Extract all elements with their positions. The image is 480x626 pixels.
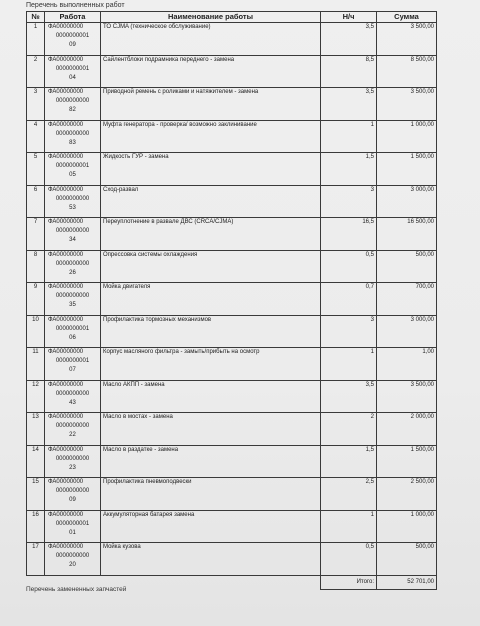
work-code-line-1: ФА00000000 xyxy=(48,89,84,95)
work-code xyxy=(45,543,101,576)
row-number: 16 xyxy=(27,510,45,543)
table-row xyxy=(27,283,437,316)
work-name: Профилактика пневмоподвески xyxy=(101,478,321,511)
norm-hours: 1,5 xyxy=(321,153,377,186)
row-number: 4 xyxy=(27,120,45,153)
work-code-line-3: 23 xyxy=(69,464,76,471)
work-name: Муфта генератора - проверка/ возможно заклинивание xyxy=(101,120,321,153)
work-sum: 3 500,00 xyxy=(377,23,437,56)
work-sum: 3 000,00 xyxy=(377,185,437,218)
work-code xyxy=(45,153,101,186)
work-code-line-2: 0000000000 xyxy=(55,423,90,429)
work-code xyxy=(45,510,101,543)
work-name: Сход-развал xyxy=(101,185,321,218)
table-row xyxy=(27,153,437,186)
table-row xyxy=(27,348,437,381)
norm-hours: 2 xyxy=(321,413,377,446)
work-code xyxy=(45,218,101,251)
work-sum: 3 500,00 xyxy=(377,380,437,413)
work-code-line-3: 22 xyxy=(69,432,76,438)
norm-hours: 8,5 xyxy=(321,55,377,88)
works-table xyxy=(26,11,437,590)
work-name: Переуплотнение в развале ДВС (CRCA/CJMA) xyxy=(101,218,321,251)
work-name: Опрессовка системы охлаждения xyxy=(101,250,321,283)
work-name: Мойка кузова xyxy=(101,543,321,576)
work-code-line-3: 43 xyxy=(69,399,76,406)
header-work: Работа xyxy=(45,12,101,23)
work-code-line-1: ФА00000000 xyxy=(48,24,84,30)
total-label: Итого: xyxy=(321,575,377,589)
row-number: 10 xyxy=(27,315,45,348)
table-row xyxy=(27,380,437,413)
work-code-line-3: 83 xyxy=(69,139,76,146)
row-number: 15 xyxy=(27,478,45,511)
work-code-line-2: 0000000001 xyxy=(55,163,90,169)
row-number: 13 xyxy=(27,413,45,446)
norm-hours: 0,7 xyxy=(321,283,377,316)
table-header-row xyxy=(27,12,437,23)
work-code-line-1: ФА00000000 xyxy=(48,284,84,290)
work-code-line-2: 0000000000 xyxy=(55,195,90,202)
work-code xyxy=(45,283,101,316)
work-sum: 500,00 xyxy=(377,543,437,576)
row-number: 5 xyxy=(27,153,45,186)
work-code xyxy=(45,413,101,446)
work-code-line-3: 09 xyxy=(69,42,76,48)
table-row xyxy=(27,185,437,218)
row-number: 2 xyxy=(27,55,45,88)
work-code-line-2: 0000000000 xyxy=(55,455,90,462)
work-name: Приводной ремень с роликами и натяжителем - замена xyxy=(101,88,321,121)
work-code-line-1: ФА00000000 xyxy=(48,121,84,128)
work-code-line-2: 0000000000 xyxy=(55,260,90,267)
work-sum: 700,00 xyxy=(377,283,437,316)
row-number: 1 xyxy=(27,23,45,56)
work-code xyxy=(45,315,101,348)
work-sum: 16 500,00 xyxy=(377,218,437,251)
norm-hours: 1 xyxy=(321,510,377,543)
table-row xyxy=(27,543,437,576)
work-code-line-1: ФА00000000 xyxy=(48,544,84,550)
table-row xyxy=(27,478,437,511)
norm-hours: 1 xyxy=(321,120,377,153)
work-sum: 2 500,00 xyxy=(377,478,437,511)
work-code-line-1: ФА00000000 xyxy=(48,219,84,225)
work-code-line-3: 01 xyxy=(69,529,76,536)
work-code-line-3: 06 xyxy=(69,334,76,341)
work-name: Профилактика тормозных механизмов xyxy=(101,315,321,348)
work-code-line-2: 0000000000 xyxy=(55,98,90,104)
work-name: Корпус масляного фильтра - замыть/прибыть на осмотр xyxy=(101,348,321,381)
work-code-line-1: ФА00000000 xyxy=(48,56,84,63)
work-code-line-2: 0000000000 xyxy=(55,390,90,397)
norm-hours: 2,5 xyxy=(321,478,377,511)
total-sum: 52 701,00 xyxy=(377,575,437,589)
work-code xyxy=(45,250,101,283)
work-code-line-1: ФА00000000 xyxy=(48,154,84,160)
table-row xyxy=(27,120,437,153)
work-name: Жидкость ГУР - замена xyxy=(101,153,321,186)
work-sum: 3 000,00 xyxy=(377,315,437,348)
table-row xyxy=(27,510,437,543)
work-name: Мойка двигателя xyxy=(101,283,321,316)
work-code xyxy=(45,185,101,218)
work-name: Аккумуляторная батарея замена xyxy=(101,510,321,543)
norm-hours: 1,5 xyxy=(321,445,377,478)
document-heading: Перечень выполненных работ xyxy=(26,2,125,9)
row-number: 7 xyxy=(27,218,45,251)
row-number: 11 xyxy=(27,348,45,381)
work-sum: 1 000,00 xyxy=(377,510,437,543)
work-name: Масло в мостах - замена xyxy=(101,413,321,446)
work-code-line-2: 0000000001 xyxy=(55,33,90,39)
work-code-line-3: 07 xyxy=(69,367,76,373)
row-number: 3 xyxy=(27,88,45,121)
work-code-line-3: 82 xyxy=(69,107,76,113)
work-code-line-2: 0000000000 xyxy=(55,553,90,559)
work-sum: 1,00 xyxy=(377,348,437,381)
work-name: ТО CJMA (техническое обслуживание) xyxy=(101,23,321,56)
norm-hours: 3,5 xyxy=(321,23,377,56)
work-code-line-3: 26 xyxy=(69,269,76,276)
work-code-line-1: ФА00000000 xyxy=(48,186,84,193)
work-code-line-2: 0000000001 xyxy=(55,65,90,72)
work-code-line-1: ФА00000000 xyxy=(48,381,84,388)
work-code-line-1: ФА00000000 xyxy=(48,446,84,453)
work-sum: 1 500,00 xyxy=(377,445,437,478)
work-code-line-1: ФА00000000 xyxy=(48,349,84,355)
work-code-line-1: ФА00000000 xyxy=(48,479,84,485)
row-number: 6 xyxy=(27,185,45,218)
work-code xyxy=(45,380,101,413)
norm-hours: 0,5 xyxy=(321,543,377,576)
work-code-line-2: 0000000000 xyxy=(55,130,90,137)
work-name: Масло АКПП - замена xyxy=(101,380,321,413)
work-code-line-2: 0000000001 xyxy=(55,325,90,332)
work-code-line-2: 0000000000 xyxy=(55,228,90,234)
header-num: № xyxy=(27,12,45,23)
table-row xyxy=(27,218,437,251)
work-code-line-1: ФА00000000 xyxy=(48,414,84,420)
work-code-line-3: 20 xyxy=(69,562,76,568)
work-code-line-2: 0000000000 xyxy=(55,488,90,494)
table-row xyxy=(27,413,437,446)
work-code xyxy=(45,23,101,56)
work-code-line-3: 05 xyxy=(69,172,76,178)
work-sum: 2 000,00 xyxy=(377,413,437,446)
norm-hours: 3,5 xyxy=(321,88,377,121)
replaced-parts-heading: Перечень замененных запчастей xyxy=(26,586,127,593)
header-name: Наименование работы xyxy=(101,12,321,23)
work-code-line-2: 0000000001 xyxy=(55,358,90,364)
row-number: 17 xyxy=(27,543,45,576)
norm-hours: 3 xyxy=(321,185,377,218)
work-sum: 8 500,00 xyxy=(377,55,437,88)
work-code xyxy=(45,55,101,88)
work-code-line-1: ФА00000000 xyxy=(48,251,84,258)
row-number: 8 xyxy=(27,250,45,283)
work-sum: 3 500,00 xyxy=(377,88,437,121)
work-name: Сайлентблоки подрамника переднего - замена xyxy=(101,55,321,88)
work-code xyxy=(45,445,101,478)
row-number: 14 xyxy=(27,445,45,478)
work-code-line-3: 04 xyxy=(69,74,76,81)
work-code xyxy=(45,478,101,511)
work-code-line-1: ФА00000000 xyxy=(48,511,84,518)
table-row xyxy=(27,88,437,121)
norm-hours: 3,5 xyxy=(321,380,377,413)
work-sum: 1 000,00 xyxy=(377,120,437,153)
work-sum: 500,00 xyxy=(377,250,437,283)
table-row xyxy=(27,250,437,283)
norm-hours: 3 xyxy=(321,315,377,348)
work-code xyxy=(45,120,101,153)
work-code-line-3: 34 xyxy=(69,237,76,243)
work-code-line-3: 09 xyxy=(69,497,76,503)
table-row xyxy=(27,23,437,56)
work-code xyxy=(45,88,101,121)
table-row xyxy=(27,315,437,348)
row-number: 9 xyxy=(27,283,45,316)
norm-hours: 1 xyxy=(321,348,377,381)
work-code-line-3: 53 xyxy=(69,204,76,211)
work-code xyxy=(45,348,101,381)
header-nh: Н/ч xyxy=(321,12,377,23)
table-row xyxy=(27,445,437,478)
work-code-line-2: 0000000001 xyxy=(55,520,90,527)
work-code-line-1: ФА00000000 xyxy=(48,316,84,323)
table-row xyxy=(27,55,437,88)
work-code-line-2: 0000000000 xyxy=(55,293,90,299)
header-sum: Сумма xyxy=(377,12,437,23)
row-number: 12 xyxy=(27,380,45,413)
work-name: Масло в раздатке - замена xyxy=(101,445,321,478)
work-sum: 1 500,00 xyxy=(377,153,437,186)
norm-hours: 16,5 xyxy=(321,218,377,251)
norm-hours: 0,5 xyxy=(321,250,377,283)
work-code-line-3: 35 xyxy=(69,302,76,308)
